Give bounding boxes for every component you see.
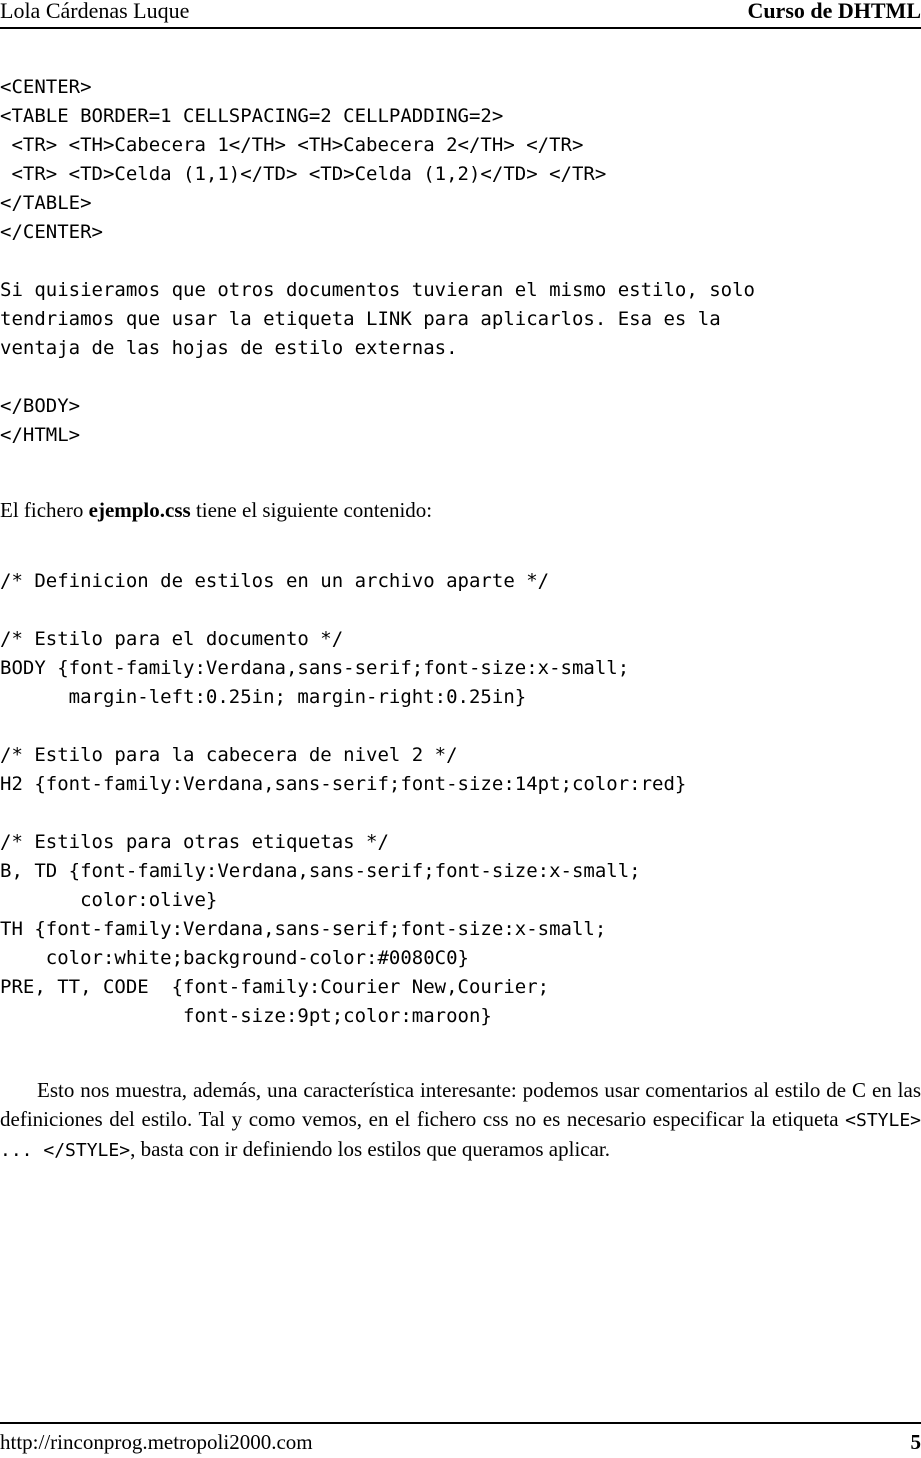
page-header [0, 0, 921, 29]
paragraph-text-2: , basta con ir definiendo los estilos que queramos aplicar. [130, 1137, 611, 1161]
filename: ejemplo.css [88, 498, 191, 522]
page-footer [0, 1422, 921, 1454]
css-code-block: /* Definicion de estilos en un archivo aparte */ /* Estilo para el documento */ BODY {font-family:Verdana,sans-serif;font-size:x-small; margin-left:0.25in; margin-right:0.25in} /* Estilo para la cabecera de nivel 2 */ H2 {font-family:Verdana,sans-serif;font-size:14pt;color:red} /* Estilos para otras etiquetas */ B, TD {font-family:Verdana,sans-serif;font-size:x-small; color:olive} TH {font-family:Verdana,sans-serif;font-size:x-small; color:white;background-color:#0080C0} PRE, TT, CODE {font-family:Courier New,Courier; font-size:9pt;color:maroon} [0, 570, 687, 1027]
ellipsis: ... [0, 1140, 44, 1161]
style-close-tag: </STYLE> [43, 1140, 131, 1161]
author-name: Lola Cárdenas Luque [0, 0, 190, 23]
paragraph-text-1: Esto nos muestra, además, una característica interesante: podemos usar comentarios al estilo de C en las definiciones del estilo. Tal y como vemos, en el fichero css no es necesario especificar la etiqueta [0, 1078, 921, 1131]
intro-text-before: El fichero [0, 498, 89, 522]
course-title: Curso de DHTML [747, 0, 921, 23]
page-number: 5 [910, 1430, 921, 1454]
html-code-block: <CENTER> <TABLE BORDER=1 CELLSPACING=2 CELLPADDING=2> <TR> <TH>Cabecera 1</TH> <TH>Cabecera 2</TH> </TR> <TR> <TD>Celda (1,1)</TD> <TD>Celda (1,2)</TD> </TR> </TABLE> </CENTER> Si quisieramos que otros documentos tuvieran el mismo estilo, solo tendriamos que usar la etiqueta LINK para aplicarlos. Esa es la ventaja de las hojas de estilo externas. </BODY> </HTML> [0, 76, 755, 446]
body-paragraph [0, 1076, 921, 1165]
footer-url: http://rinconprog.metropoli2000.com [0, 1430, 313, 1454]
intro-sentence [0, 496, 921, 525]
style-open-tag: <STYLE> [845, 1110, 921, 1131]
intro-text-after: tiene el siguiente contenido: [190, 498, 433, 522]
